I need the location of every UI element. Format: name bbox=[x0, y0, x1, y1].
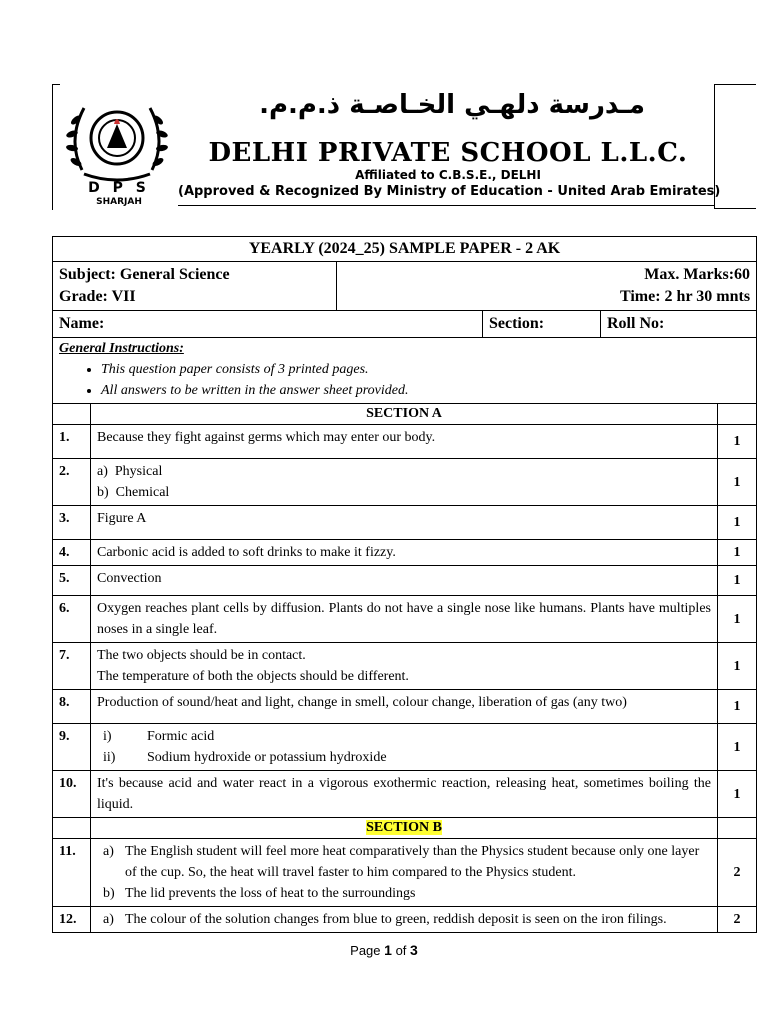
marks: 1 bbox=[718, 724, 757, 771]
question-number: 12. bbox=[53, 907, 91, 933]
question-number: 8. bbox=[53, 690, 91, 724]
footer-page-number: 1 bbox=[384, 942, 392, 958]
table-row bbox=[53, 839, 757, 907]
marks: 1 bbox=[718, 643, 757, 690]
school-affiliation: Affiliated to C.B.S.E., DELHI bbox=[355, 168, 541, 182]
answer-key-document bbox=[52, 236, 757, 933]
subject-label: Subject: General Science bbox=[59, 266, 230, 283]
answer-text bbox=[91, 459, 718, 506]
option-text: The lid prevents the loss of heat to the surroundings bbox=[125, 886, 416, 901]
marks: 1 bbox=[718, 566, 757, 596]
answer-text bbox=[91, 839, 718, 907]
paper-info-table bbox=[52, 236, 757, 404]
answer-text bbox=[91, 907, 718, 933]
option-text: The English student will feel more heat comparatively than the Physics student because only one layer of the cup. So, the heat will travel faster to him compared to the Physics student. bbox=[125, 844, 700, 880]
marks: 1 bbox=[718, 540, 757, 566]
table-row bbox=[53, 425, 757, 459]
logo-initials: D P S bbox=[88, 180, 150, 196]
question-number: 6. bbox=[53, 596, 91, 643]
option-label: i) bbox=[103, 729, 112, 744]
answer-text: Carbonic acid is added to soft drinks to make it fizzy. bbox=[91, 540, 718, 566]
option-text: Formic acid bbox=[147, 729, 215, 744]
table-row bbox=[53, 643, 757, 690]
marks: 2 bbox=[718, 907, 757, 933]
option-label: a) bbox=[97, 464, 108, 479]
table-row bbox=[53, 566, 757, 596]
table-row bbox=[53, 506, 757, 540]
question-number: 7. bbox=[53, 643, 91, 690]
marks: 1 bbox=[718, 596, 757, 643]
answer-line: The two objects should be in contact. bbox=[97, 648, 306, 663]
letterhead bbox=[52, 84, 756, 236]
answer-line: The temperature of both the objects should be different. bbox=[97, 669, 409, 684]
marks: 1 bbox=[718, 506, 757, 540]
option-label: ii) bbox=[103, 750, 116, 765]
page-footer bbox=[0, 942, 768, 958]
question-number: 11. bbox=[53, 839, 91, 907]
instruction-item: • All answers to be written in the answer sheet provided. bbox=[101, 380, 750, 401]
option-text: The colour of the solution changes from blue to green, reddish deposit is seen on the iron filings. bbox=[125, 912, 667, 927]
table-row bbox=[53, 690, 757, 724]
question-number: 3. bbox=[53, 506, 91, 540]
marks-time-cell bbox=[337, 262, 757, 311]
section-a-heading: SECTION A bbox=[91, 404, 718, 425]
time-label: Time: 2 hr 30 mnts bbox=[619, 288, 751, 305]
footer-of-word: of bbox=[395, 943, 407, 958]
option-label: a) bbox=[103, 844, 114, 859]
marks: 1 bbox=[718, 425, 757, 459]
option-text: Chemical bbox=[115, 485, 170, 500]
option-text: Physical bbox=[114, 464, 163, 479]
header-rule bbox=[178, 205, 714, 206]
marks: 2 bbox=[718, 839, 757, 907]
max-marks-label: Max. Marks:60 bbox=[644, 266, 751, 283]
instruction-item: • This question paper consists of 3 printed pages. bbox=[101, 359, 750, 380]
footer-total-pages: 3 bbox=[410, 942, 418, 958]
answers-table bbox=[52, 403, 757, 933]
section-b-heading bbox=[91, 818, 718, 839]
table-row bbox=[53, 596, 757, 643]
table-row bbox=[53, 540, 757, 566]
border-line bbox=[714, 84, 756, 85]
marks: 1 bbox=[718, 690, 757, 724]
table-row bbox=[53, 771, 757, 818]
marks: 1 bbox=[718, 459, 757, 506]
answer-text: Convection bbox=[91, 566, 718, 596]
option-label: a) bbox=[103, 912, 114, 927]
table-row bbox=[53, 459, 757, 506]
answer-text: Figure A bbox=[91, 506, 718, 540]
question-number: 4. bbox=[53, 540, 91, 566]
question-number: 10. bbox=[53, 771, 91, 818]
general-instructions bbox=[53, 338, 757, 404]
table-row bbox=[53, 724, 757, 771]
question-number: 9. bbox=[53, 724, 91, 771]
school-name: DELHI PRIVATE SCHOOL L.L.C. bbox=[208, 138, 688, 168]
question-number: 1. bbox=[53, 425, 91, 459]
answer-text: Production of sound/heat and light, change in smell, colour change, liberation of gas (any two) bbox=[91, 690, 718, 724]
instructions-heading: General Instructions: bbox=[59, 341, 184, 356]
option-label: b) bbox=[97, 485, 109, 500]
school-approval: (Approved & Recognized By Ministry of Education - United Arab Emirates) bbox=[178, 184, 721, 199]
answer-text: It's because acid and water react in a vigorous exothermic reaction, releasing heat, sometimes boiling the liquid. bbox=[91, 771, 718, 818]
marks: 1 bbox=[718, 771, 757, 818]
answer-text: Because they fight against germs which may enter our body. bbox=[91, 425, 718, 459]
answer-text bbox=[91, 643, 718, 690]
logo-city: SHARJAH bbox=[96, 197, 142, 207]
name-label: Name: bbox=[53, 311, 483, 338]
roll-no-label: Roll No: bbox=[601, 311, 757, 338]
subject-cell bbox=[53, 262, 337, 311]
answer-text: Oxygen reaches plant cells by diffusion. Plants do not have a single nose like humans. Plants have multiples noses in a single leaf. bbox=[91, 596, 718, 643]
section-b-label: SECTION B bbox=[366, 820, 442, 835]
table-row bbox=[53, 907, 757, 933]
option-text: Sodium hydroxide or potassium hydroxide bbox=[147, 750, 387, 765]
footer-page-word: Page bbox=[350, 943, 381, 958]
option-label: b) bbox=[103, 886, 115, 901]
border-line bbox=[52, 84, 60, 85]
question-number: 5. bbox=[53, 566, 91, 596]
answer-text bbox=[91, 724, 718, 771]
border-line bbox=[52, 84, 53, 210]
section-label: Section: bbox=[483, 311, 601, 338]
question-number: 2. bbox=[53, 459, 91, 506]
border-line bbox=[714, 208, 756, 209]
instructions-list bbox=[59, 359, 750, 401]
paper-title: YEARLY (2024_25) SAMPLE PAPER - 2 AK bbox=[53, 237, 757, 262]
grade-label: Grade: VII bbox=[59, 288, 136, 305]
school-arabic-name: مـدرسة دلهـي الخـاصـة ذ.م.م. bbox=[259, 90, 645, 120]
